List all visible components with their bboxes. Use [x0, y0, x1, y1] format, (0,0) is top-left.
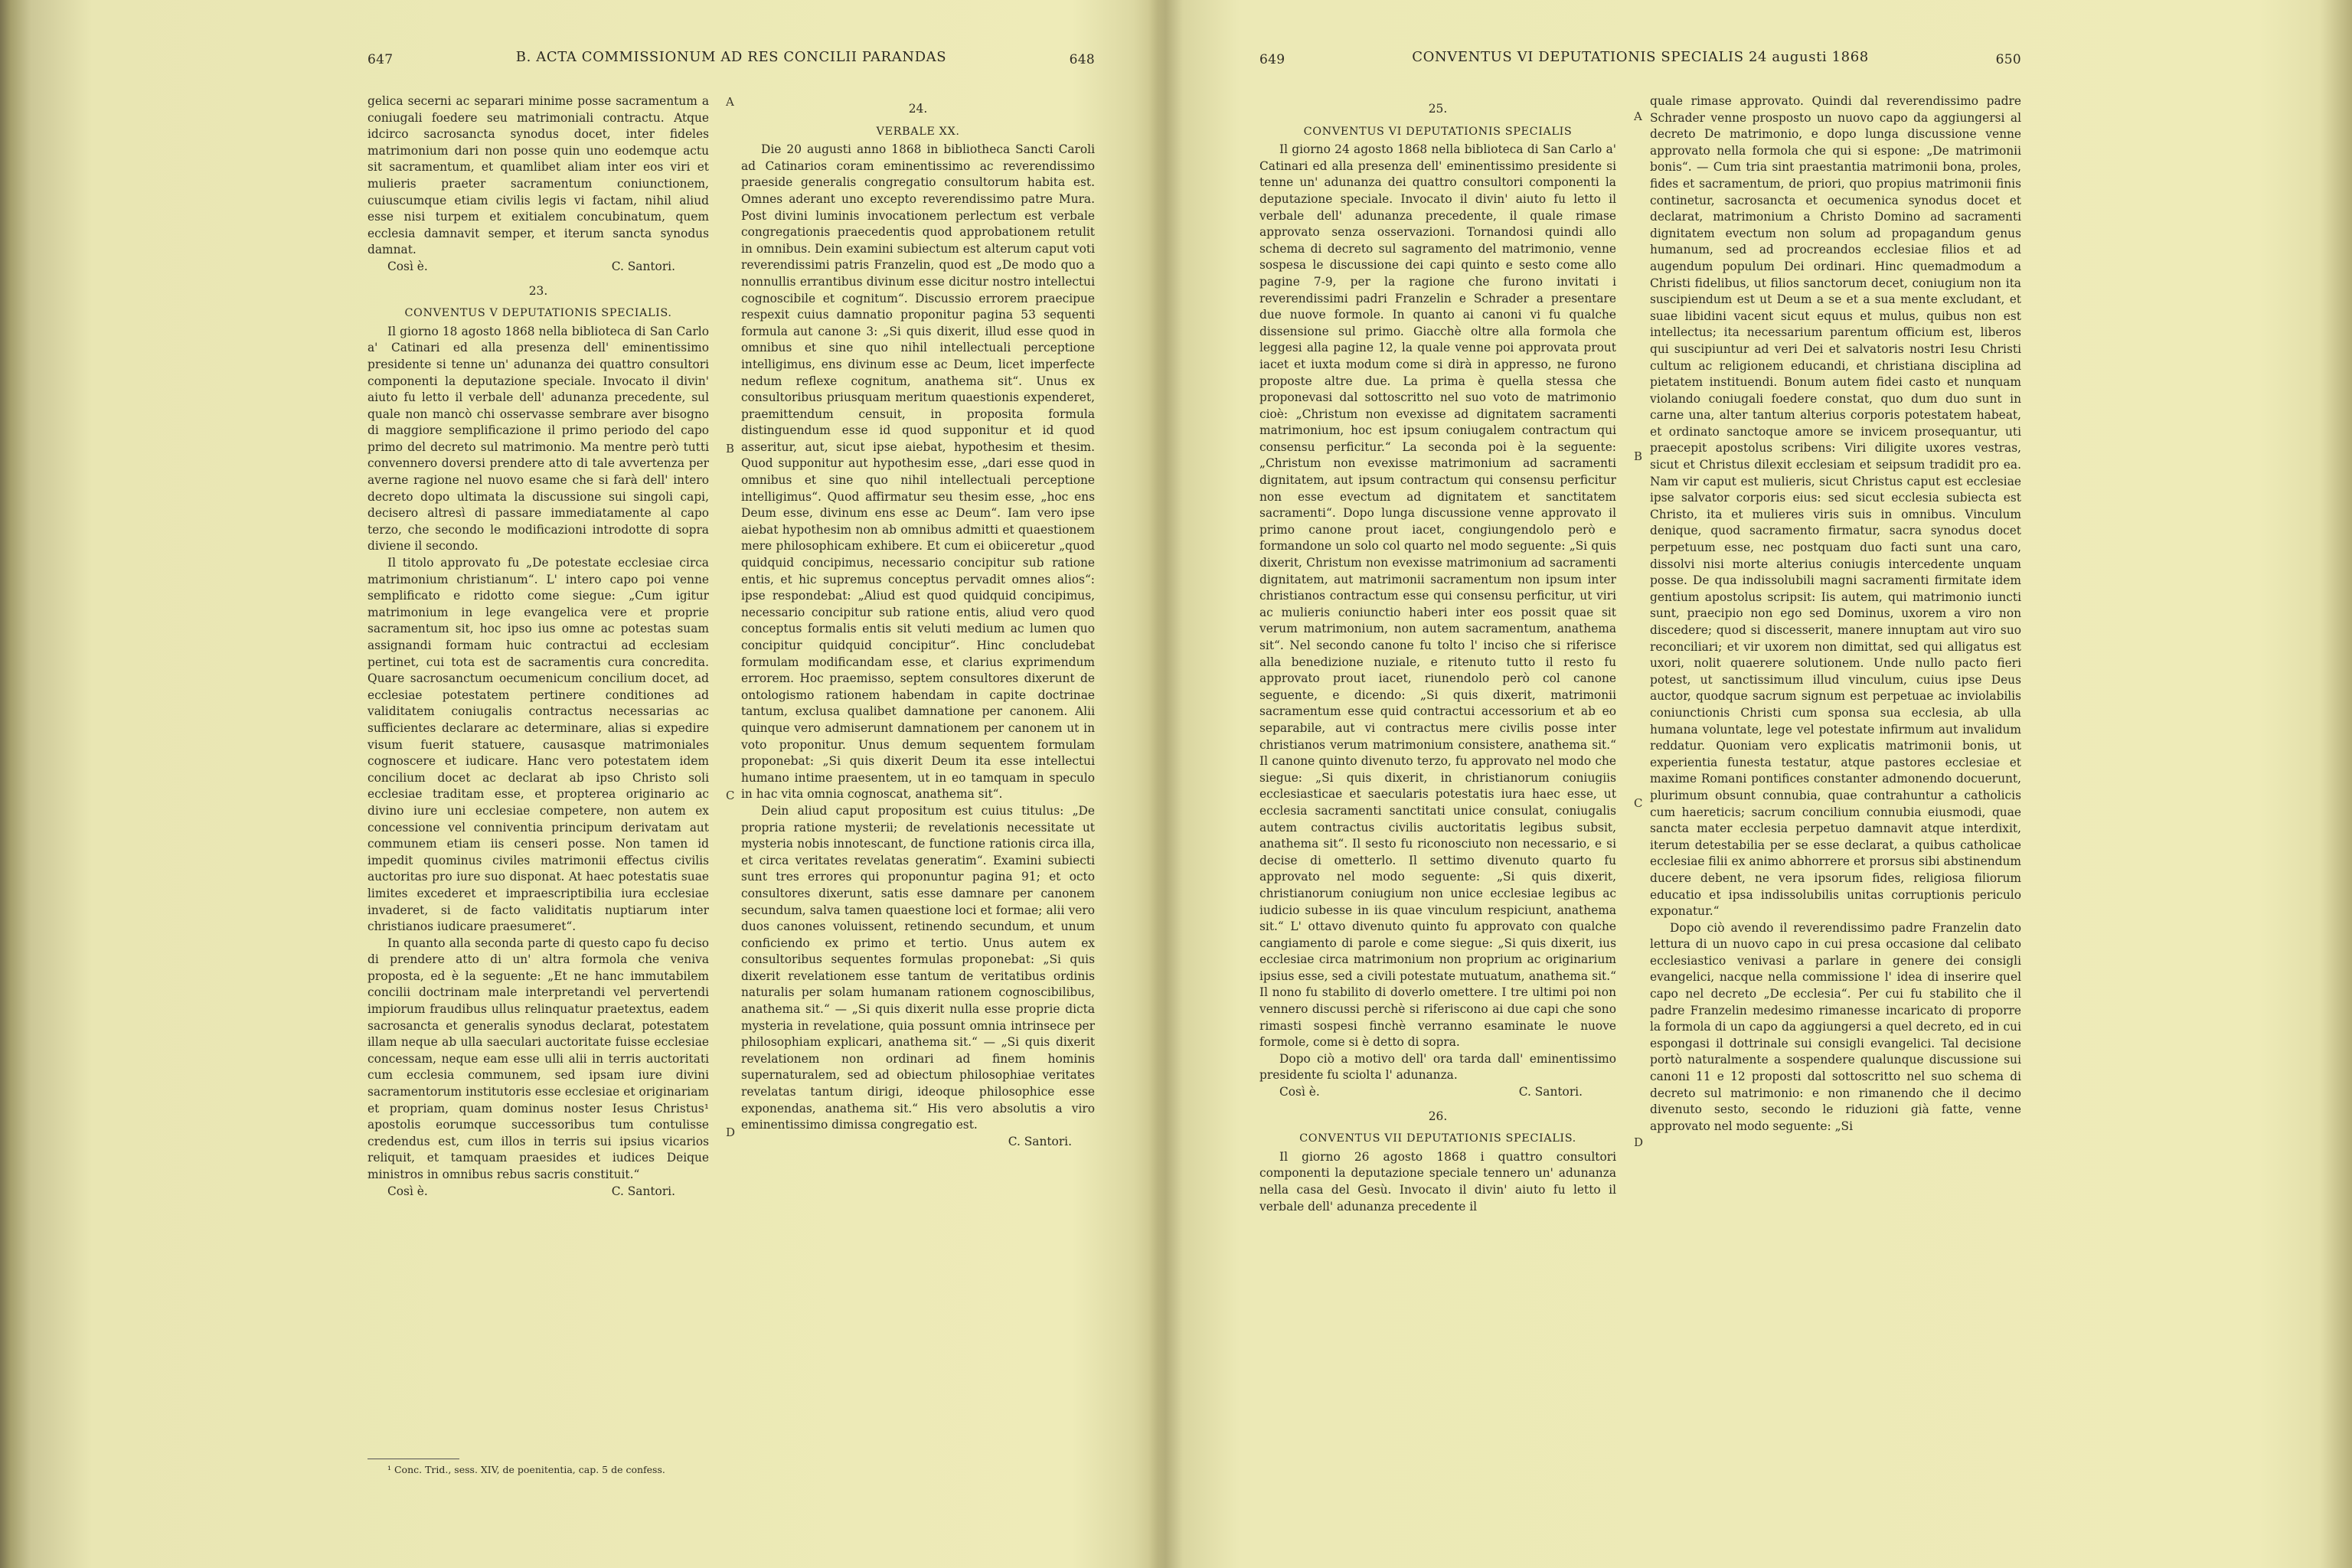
page-number: 650 — [1995, 52, 2021, 67]
margin-letter: C — [1634, 796, 1643, 810]
signature: C. Santori. — [1008, 1134, 1072, 1148]
signature: C. Santori. — [611, 1184, 675, 1198]
signature-line — [1259, 1084, 1616, 1101]
running-header-right — [1259, 49, 2021, 80]
section-heading: VERBALE XX. — [876, 125, 960, 138]
margin-letter: B — [726, 442, 735, 456]
paragraph: Il giorno 26 agosto 1868 i quattro consultori componenti la deputazione speciale tennero un' adunanza nella casa del Gesù. Invocato il divin' aiuto fu letto il verbale dell' adunanza precedente il — [1259, 1149, 1616, 1214]
signature: C. Santori. — [1518, 1085, 1583, 1099]
left-page — [368, 0, 1095, 1568]
attestation: Così è. — [387, 259, 428, 273]
paragraph: Dein aliud caput propositum est cuius titulus: „De propria ratione mysterii; de revelationis necessitate ut mysteria nobis innotescant, de functione rationis circa illa, et circa veritates revelatas generatim“. Examini subiecti sunt tres errores qui proponuntur pagina 91; et octo consultores dixerunt, satis esse damnare per canonem secundum, salva tamen quaestione loci et formae; alii vero duos canones voluissent, retinendo secundum, et unum conficiendo ex primo et tertio. Unus autem ex consultoribus sequentes formulas proponebat: „Si quis dixerit revelationem esse tantum de veritatibus ordinis naturalis per solam humanam rationem cognoscibilibus, anathema sit.“ — „Si quis dixerit nulla esse proprie dicta mysteria in revelatione, quia possunt omnia intrinsece per philosophiam explicari, anathema sit.“ — „Si quis dixerit revelationem non ordinari ad finem hominis supernaturalem, sed ad obiectum philosophiae veritates revelatas tantum dirigi, ideoque philosophice esse exponendas, anathema sit.“ His vero absolutis a viro eminentissimo dimissa congregatio est. — [741, 803, 1095, 1132]
signature: C. Santori. — [611, 259, 675, 273]
paragraph: gelica secerni ac separari minime posse sacramentum a coniugali foedere seu matrimoniali contractu. Atque idcirco sacrosancta synodus docet, inter fideles matrimonium dari non posse quin uno eodemque actu sit sacramentum, et quamlibet aliam inter eos viri et mulieris praeter sacramentum coniunctionem, cuiuscumque etiam civilis legis vi factam, nihil aliud esse nisi turpem et exitialem concubinatum, quem ecclesia damnavit semper, et iterum sancta synodus damnat. — [368, 94, 709, 257]
running-title: B. ACTA COMMISSIONUM AD RES CONCILII PARANDAS — [515, 49, 947, 65]
right-page — [1259, 0, 2021, 1568]
paragraph: Dopo ciò avendo il reverendissimo padre Franzelin dato lettura di un nuovo capo in cui presa occasione dal celibato ecclesiastico venivasi a parlare in genere dei consigli evangelici, nacque nella commissione l' idea di inserire quel capo nel decreto „De ecclesia“. Per cui fu stabilito che il padre Franzelin medesimo rimanesse incaricato di proporre la formola di un capo da aggiungersi a quel decreto, ed in cui espongasi il dottrinale sui consigli evangelici. Tal decisione portò naturalmente a sospendere qualunque discussione sui canoni 11 e 12 proposti dal sottoscritto nel suo schema di decreto sul matrimonio: e non rimanendo che il decimo divenuto sesto, secondo le riduzioni già fatte, venne approvato nel modo seguente: „Si — [1650, 920, 2021, 1133]
book-gutter — [1148, 0, 1183, 1568]
attestation: Così è. — [1279, 1085, 1320, 1099]
margin-letter: A — [726, 95, 734, 109]
paragraph: Il titolo approvato fu „De potestate ecclesiae circa matrimonium christianum“. L' intero capo poi venne semplificato e ridotto come siegue: „Cum igitur matrimonium in lege evangelica vere et proprie sacramentum sit, hoc ipso ius omne ac potestas suam assignandi formam huic contractui ad ecclesiam pertinet, cui tota est de sacramentis cura concredita. Quare sacrosanctum oecumenicum concilium docet, ad ecclesiae potestatem pertinere conditiones ad validitatem coniugalis contractus necessarias ac sufficientes declarare ac determinare, alias si expedire visum fuerit statuere, causasque matrimoniales cognoscere et iudicare. Hanc vero potestatem idem concilium docet ac declarat ab ipso Christo soli ecclesiae traditam esse, et propterea originario ac divino iure uni ecclesiae competere, non autem ex concessione vel conniventia principum derivatam aut communem etiam iis censeri posse. Non tamen id impedit quominus civiles matrimonii effectus civilis auctoritas pro iure suo disponat. At haec potestatis suae limites excederet et impraescriptibilia iura ecclesiae invaderet, si de facto validitatis nuptiarum inter christianos iudicare praesumeret“. — [368, 556, 709, 934]
paragraph: Il giorno 24 agosto 1868 nella biblioteca di San Carlo a' Catinari ed alla presenza dell' eminentissimo presidente si tenne un' adunanza dei quattro consultori componenti la deputazione speciale. Invocato il divin' aiuto fu letto il verbale dell' adunanza precedente, il quale rimase approvato senza osservazioni. Tornandosi quindi allo schema di decreto sul sagramento del matrimonio, venne sospesa le discussione dei capi quinto e sesto come allo pagine 7-9, per la ragione che furono invitati i reverendissimi padri Franzelin e Schrader a presentare due nuove formole. In quanto ai canoni vi fu qualche dissensione sul primo. Giacchè oltre alla formola che leggesi alla pagine 12, la quale venne poi approvata prout iacet et iuxta modum come si dirà in appresso, ne furono proposte altre due. La prima è quella stessa che proponevasi dal sottoscritto nel suo voto de matrimonio cioè: „Christum non evexisse ad dignitatem sacramenti matrimonium, hoc est ipsum coniugalem contractum qui consensu perficitur.“ La seconda poi è la seguente: „Christum non evexisse matrimonium ad sacramenti dignitatem, aut ipsum contractum qui consensu perficitur non esse evectum ad dignitatem et sanctitatem sacramenti“. Dopo lunga discussione venne approvato il primo canone prout iacet, congiungendolo però e formandone un solo col quarto nel modo seguente: „Si quis dixerit, Christum non evexisse matrimonium ad sacramenti dignitatem, aut matrimonii sacramentum non ipsum inter christianos contractum esse qui consensu perficitur, ut viri ac mulieris coniunctio haberi inter eos possit quae sit verum matrimonium, non autem sacramentum, anathema sit“. Nel secondo canone fu tolto l' inciso che si riferisce alla benedizione nuziale, e ritenuto tutto il resto fu approvato prout iacet, riunendolo però col canone seguente, e dicendo: „Si quis dixerit, matrimonii sacramentum esse quid contractui accessorium et ab eo separabile, aut vi contractus mere civilis posse inter christianos verum matrimonium consistere, anathema sit.“ Il canone quinto divenuto terzo, fu approvato nel modo che siegue: „Si quis dixerit, in christianorum coniugiis ecclesiasticae et saecularis potestatis iura haec esse, ut ecclesia sacramenti sanctitati unice consulat, coniugalis autem contractus civilis auctoritatis legibus subsit, anathema sit“. Il sesto fu riconosciuto non necessario, e si decise di ometterlo. Il settimo divenuto quarto fu approvato nel modo seguente: „Si quis dixerit, christianorum coniugium non unice ecclesiae legibus ac iudicio subesse in iis quae vinculum respiciunt, anathema sit.“ L' ottavo divenuto quinto fu approvato con qualche cangiamento di parole e come siegue: „Si quis dixerit, ius ecclesiae circa matrimonium non proprium ac originarium ipsius esse, sed a civili potestate mutuatum, anathema sit.“ Il nono fu stabilito di doverlo omettere. I tre ultimi poi non vennero discussi perchè si riferiscono ai due capi che sono rimasti sospesi finchè verranno esaminate le nuove formole, come si è detto di sopra. — [1259, 142, 1616, 1050]
margin-letter: B — [1634, 449, 1643, 463]
margin-letter: A — [1634, 109, 1642, 123]
text-column-647 — [368, 93, 709, 1200]
section-number: 23. — [528, 283, 548, 298]
signature-line — [368, 259, 709, 276]
section-heading: CONVENTUS V DEPUTATIONIS SPECIALIS. — [404, 307, 672, 320]
paragraph: quale rimase approvato. Quindi dal reverendissimo padre Schrader venne prosposto un nuovo capo da aggiungersi al decreto De matrimonio, e dopo lunga discussione venne approvato nella formola che qui si espone: „De matrimonii bonis“. — Cum tria sint praestantia matrimonii bona, proles, fides et sacramentum, de priori, quo propius matrimonii finis continetur, sacrosancta et oecumenica synodus docet et declarat, matrimonium a Christo Domino ad sacramenti dignitatem evectum non solum ad propagandum genus humanum, sed ad procreandos ecclesiae filios et ad augendum populum Dei ordinari. Hinc quemadmodum a Christi fidelibus, ut filios sanctorum decet, coniugium non ita suscipiendum est ut Deum a se et a sua mente excludant, et suae libidini vacent sicut equus et mulus, quibus non est intellectus; ita necessarium parentum officium est, liberos qui suscipiuntur ad veri Dei et salvatoris nostri Iesu Christi cultum ac religionem educandi, et christiana disciplina ad pietatem instituendi. Bonum autem fidei casto et nunquam violando coniugali foedere constat, quo dum duo sunt in carne una, alter tantum alterius corporis potestatem habeat, et ordinato sanctoque amore se invicem prosequantur, uti praecepit apostolus scribens: Viri diligite uxores vestras, sicut et Christus dilexit ecclesiam et seipsum tradidit pro ea. Nam vir caput est mulieris, sicut Christus caput est ecclesiae ipse salvator corporis eius: sed sicut ecclesia subiecta est Christo, ita et mulieres viris suis in omnibus. Vinculum denique, quod sacramento firmatur, sacra synodus docet perpetuum esse, nec postquam duo facti sunt una caro, dissolvi nisi morte alterius coniugis intercedente unquam posse. De qua indissolubili magni sacramenti firmitate idem gentium apostolus scripsit: Iis autem, qui matrimonio iuncti sunt, praecipio non ego sed Dominus, uxorem a viro non discedere; quod si discesserit, manere innuptam aut viro suo reconciliari; et vir uxorem non dimittat, sed qui alligatus est uxori, nolit quaerere solutionem. Unde nullo pacto fieri potest, ut sanctissimum illud vinculum, cuius ipse Deus auctor, quodque sacrum signum est perpetuae ac inviolabilis coniunctionis Christi cum sponsa sua ecclesia, ab ulla humana voluntate, lege vel potestate infirmum aut invalidum reddatur. Quoniam vero explicatis matrimonii bonis, ut experientia funesta testatur, atque pastores ecclesiae et maxime Romani pontifices constanter admonendo docuerunt, plurimum obsunt connubia, quae contrahuntur a catholicis cum haereticis; sacrum concilium connubia eiusmodi, quae sancta mater ecclesia perpetuo damnavit atque interdixit, iterum detestabilia per se esse declarat, a quibus catholicae ecclesiae filii ex animo abhorrere et prorsus sibi abstinendum ducere debent, ne vera ipsorum fides, religiosa filiorum educatio et ipsa indissolubilis unitas corruptionis periculo exponatur.“ — [1650, 94, 2021, 919]
text-column-650 — [1650, 93, 2021, 1135]
section-heading: CONVENTUS VI DEPUTATIONIS SPECIALIS — [1303, 125, 1573, 138]
page-number: 648 — [1069, 52, 1095, 67]
section-number: 25. — [1428, 102, 1448, 116]
running-header-left — [368, 49, 1095, 80]
text-column-648 — [741, 93, 1095, 1150]
margin-letter: D — [726, 1125, 736, 1139]
paragraph: In quanto alla seconda parte di questo capo fu deciso di prendere atto di un' altra formola che veniva proposta, ed è la seguente: „Et ne hanc immutabilem concilii doctrinam male interpretandi vel pervertendi impiorum fraudibus ullus relinquatur praetextus, eadem sacrosancta et generalis synodus declarat, potestatem illam neque ab ulla saeculari auctoritate fuisse ecclesiae concessam, neque eam esse ulli alii in terris auctoritati cum ecclesia communem, sed ipsam iure divini sacramentorum institutoris esse ecclesiae et originariam et propriam, quam dominus noster Iesus Christus¹ apostolis eorumque successoribus tum contulisse credendus est, cum illos in terris sui ipsius vicarios reliquit, et tamquam praesides et iudices Deique ministros in omnibus rebus sacris constituit.“ — [368, 936, 709, 1181]
page-number: 649 — [1259, 52, 1285, 67]
section-number: 24. — [908, 102, 928, 116]
running-title: CONVENTUS VI DEPUTATIONIS SPECIALIS 24 augusti 1868 — [1412, 49, 1869, 65]
paragraph: Dopo ciò a motivo dell' ora tarda dall' eminentissimo presidente fu sciolta l' adunanza. — [1259, 1051, 1616, 1083]
page-number: 647 — [368, 52, 394, 67]
attestation: Così è. — [387, 1184, 428, 1198]
section-heading: CONVENTUS VII DEPUTATIONIS SPECIALIS. — [1299, 1132, 1576, 1145]
paragraph: Il giorno 18 agosto 1868 nella biblioteca di San Carlo a' Catinari ed alla presenza dell' eminentissimo presidente si tenne un' adunanza dei quattro consultori componenti la deputazione speciale. Invocato il divin' aiuto fu letto il verbale dell' adunanza precedente, sul quale non mancò chi osservasse sembrare aver bisogno di maggiore semplificazione il primo periodo del capo primo del decreto sul matrimonio. Ma mentre però tutti convennero doversi prendere atto di tale avvertenza per averne ragione nel nuovo esame che si farà dell' intero decreto dopo ultimata la discussione sui singoli capi, decisero altresì di passare immediatamente al capo terzo, che secondo le modificazioni introdotte di sopra diviene il secondo. — [368, 324, 709, 554]
signature-line — [368, 1184, 709, 1200]
footnote: ¹ Conc. Trid., sess. XIV, de poenitentia, cap. 5 de confess. — [387, 1464, 665, 1475]
paragraph: Die 20 augusti anno 1868 in bibliotheca Sancti Caroli ad Catinarios coram eminentissimo ac reverendissimo praeside generalis congregatio consultorum habita est. Omnes aderant uno excepto reverendissimo patre Mura. Post divini luminis invocationem perlectum est verbale congregationis praecedentis quod approbationem retulit in omnibus. Dein examini subiectum est alterum caput voti reverendissimi patris Franzelin, quod est „De modo quo a nonnullis errantibus divinum esse dicitur nostro intellectui cognoscibile et cognitum“. Discussio errorem praecipue respexit cuius damnatio proponitur pagina 53 sequenti formula aut canone 3: „Si quis dixerit, illud esse quod in omnibus et sine quo nihil intellectuali perceptione intelligimus, ens divinum esse ac Deum, licet imperfecte nedum reflexe cognitum, anathema sit“. Unus ex consultoribus priusquam meritum quaestionis expenderet, praemittendum censuit, in proposita formula distinguendum esse id quod supponitur et id quod asseritur, aut, sicut ipse aiebat, hypothesim et thesim. Quod supponitur aut hypothesim esse, „dari esse quod in omnibus et sine quo nihil intellectuali perceptione intelligimus“. Quod affirmatur seu thesim esse, „hoc ens Deum esse, divinum ens esse ac Deum“. Iam vero ipse aiebat hypothesim non ab omnibus admitti et quaestionem mere philosophicam exhibere. Et cum ei obiiceretur „quod quidquid concipimus, necessario concipitur sub ratione entis, et hic supremus conceptus pervadit omnes alios“: ipse respondebat: „Aliud est quod quidquid concipimus, necessario concipitur sub ratione entis, aliud vero quod conceptus formalis entis sit veluti medium ac lumen quo concipitur quidquid concipitur“. Hinc concludebat formulam modificandam esse, et clarius exprimendum errorem. Hoc praemisso, septem consultores dixerunt de ontologismo rationem habendam in capite doctrinae tantum, exclusa qualibet damnatione per canonem. Alii quinque vero admiserunt damnationem per canonem ut in voto proponitur. Unus demum sequentem formulam proponebat: „Si quis dixerit Deum ita esse intellectui humano intime praesentem, ut in eo tamquam in speculo in hac vita omnia cognoscat, anathema sit“. — [741, 142, 1095, 802]
margin-letter: D — [1634, 1135, 1644, 1149]
section-number: 26. — [1428, 1109, 1448, 1123]
text-column-649 — [1259, 93, 1616, 1215]
margin-letter: C — [726, 789, 735, 802]
